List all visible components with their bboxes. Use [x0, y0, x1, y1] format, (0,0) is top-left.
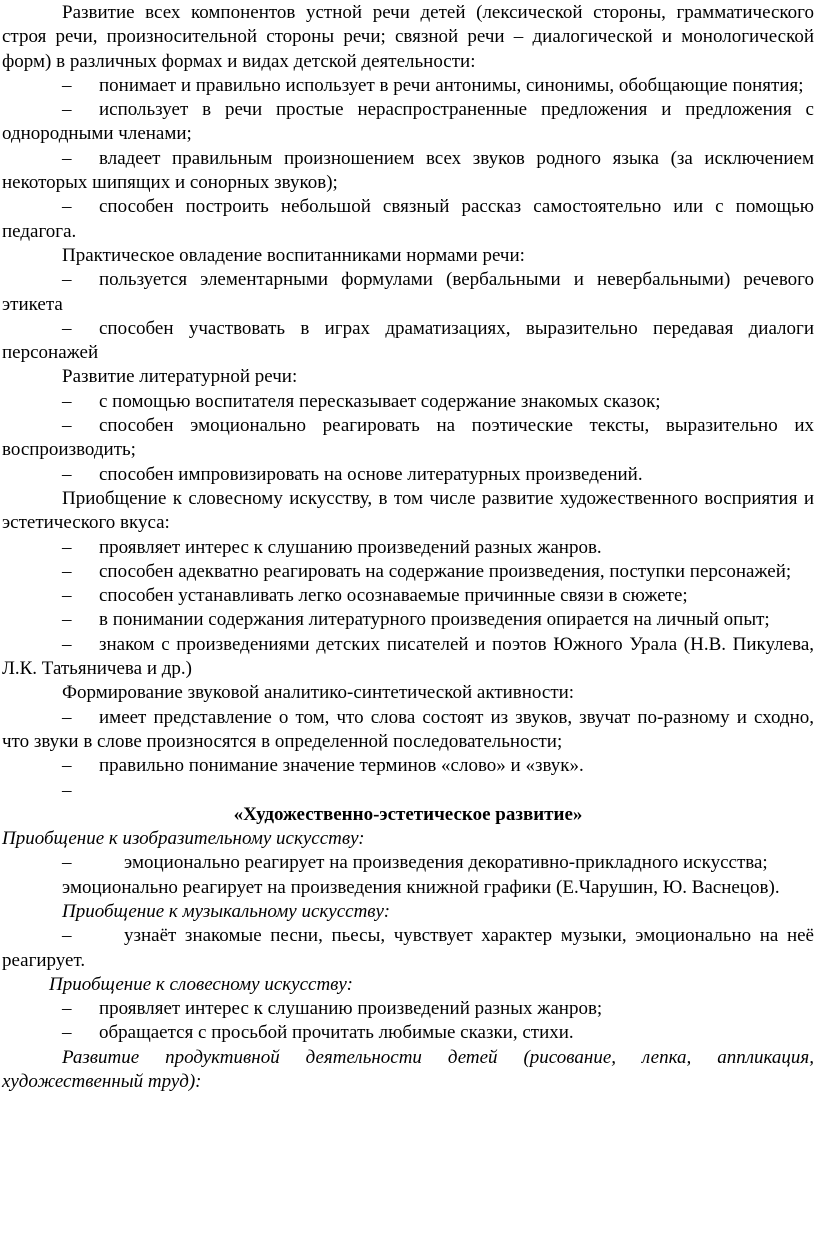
paragraph-text: способен построить небольшой связный рассказ самостоятельно или с помощью педагога. [2, 196, 814, 242]
list-item [2, 414, 814, 463]
list-item [2, 706, 814, 755]
paragraph-text: в понимании содержания литературного произведения опирается на личный опыт; [99, 609, 770, 631]
list-item [2, 74, 814, 98]
dash-bullet: – [62, 147, 72, 169]
dash-bullet: – [62, 706, 72, 728]
paragraph-text: способен эмоционально реагировать на поэтические тексты, выразительно их воспроизводить; [2, 415, 814, 461]
dash-bullet: – [62, 196, 72, 218]
list-item [2, 1021, 814, 1045]
paragraph-text: способен импровизировать на основе литературных произведений. [99, 463, 643, 485]
paragraph-text: обращается с просьбой прочитать любимые сказки, стихи. [99, 1022, 574, 1044]
list-item [2, 633, 814, 682]
paragraph-text: правильно понимание значение терминов «слово» и «звук». [99, 755, 584, 777]
paragraph-text: Приобщение к словесному искусству, в том числе развитие художественного восприятия и эстетического вкуса: [2, 487, 814, 534]
paragraph-text: Приобщение к словесному искусству: [49, 973, 353, 995]
paragraph-text: способен участвовать в играх драматизациях, выразительно передавая диалоги персонажей [2, 317, 814, 364]
paragraph-text: понимает и правильно использует в речи антонимы, синонимы, обобщающие понятия; [99, 74, 804, 96]
dash-bullet: – [62, 633, 72, 655]
paragraph-text: эмоционально реагирует на произведения книжной графики (Е.Чарушин, Ю. Васнецов). [62, 876, 780, 898]
dash-bullet: – [62, 463, 72, 485]
paragraph-text: имеет представление о том, что слова состоят из звуков, звучат по-разному и сходно, что звуки в слове произносятся в определенной последовательности; [2, 706, 814, 752]
paragraph-text: проявляет интерес к слушанию произведений разных жанров. [99, 536, 602, 558]
dash-bullet: – [62, 852, 72, 874]
paragraph-text: Формирование звуковой аналитико-синтетической активности: [62, 682, 575, 704]
paragraph-text: способен устанавливать легко осознаваемые причинные связи в сюжете; [99, 585, 688, 607]
dash-bullet: – [62, 317, 72, 339]
paragraph-text: использует в речи простые нераспространенные предложения и предложения с однородными членами; [2, 99, 814, 145]
dash-bullet: – [62, 609, 72, 631]
paragraph-text: Развитие литературной речи: [62, 366, 298, 388]
paragraph-text: пользуется элементарными формулами (вербальными и невербальными) речевого этикета [2, 269, 814, 315]
dash-bullet: – [62, 269, 72, 291]
list-item [2, 584, 814, 608]
paragraph [2, 876, 814, 900]
list-item [2, 754, 814, 778]
list-item [2, 924, 814, 973]
dash-bullet: – [62, 390, 72, 412]
paragraph-text: способен адекватно реагировать на содержание произведения, поступки персонажей; [99, 560, 792, 582]
list-item [2, 195, 814, 244]
dash-bullet: – [62, 779, 72, 801]
dash-bullet: – [62, 415, 72, 437]
list-item [2, 317, 814, 366]
list-item [2, 997, 814, 1021]
list-item [2, 608, 814, 632]
list-item [2, 560, 814, 584]
list-item [2, 268, 814, 317]
list-item [2, 98, 814, 147]
dash-bullet: – [62, 536, 72, 558]
paragraph-text: «Художественно-эстетическое развитие» [233, 803, 583, 825]
paragraph-text: с помощью воспитателя пересказывает содержание знакомых сказок; [99, 390, 661, 412]
dash-bullet: – [62, 1022, 72, 1044]
paragraph-text: знаком с произведениями детских писателей и поэтов Южного Урала (Н.В. Пикулева, Л.К. Татьяничева и др.) [2, 633, 814, 680]
dash-bullet: – [62, 74, 72, 96]
paragraph-text: Развитие продуктивной деятельности детей (рисование, лепка, аппликация, художественный труд): [2, 1046, 814, 1093]
section-heading [2, 803, 814, 827]
list-item [2, 536, 814, 560]
paragraph [2, 1, 814, 74]
list-item [2, 779, 814, 803]
paragraph-text: Приобщение к изобразительному искусству: [2, 828, 365, 850]
paragraph [2, 365, 814, 389]
paragraph [2, 487, 814, 536]
dash-bullet: – [62, 925, 72, 947]
paragraph-text: узнаёт знакомые песни, пьесы, чувствует характер музыки, эмоционально на неё реагирует. [2, 925, 814, 971]
paragraph-text: Развитие всех компонентов устной речи детей (лексической стороны, грамматического строя речи, произносительной стороны речи; связной речи – диалогической и монологической форм) в различных формах и видах детской деятельности: [2, 2, 814, 72]
subsection-title [2, 1046, 814, 1095]
dash-bullet: – [62, 560, 72, 582]
dash-bullet: – [62, 998, 72, 1020]
list-item [2, 390, 814, 414]
subsection-title [2, 900, 814, 924]
paragraph-text: эмоционально реагирует на произведения декоративно-прикладного искусства; [124, 852, 768, 874]
paragraph-text: проявляет интерес к слушанию произведений разных жанров; [99, 998, 603, 1020]
paragraph-text: Практическое овладение воспитанниками нормами речи: [62, 244, 525, 266]
dash-bullet: – [62, 99, 72, 121]
list-item [2, 851, 814, 875]
list-item [2, 463, 814, 487]
dash-bullet: – [62, 585, 72, 607]
subsection-title [2, 827, 814, 851]
paragraph [2, 681, 814, 705]
subsection-title [2, 973, 814, 997]
document-page [2, 1, 814, 1094]
dash-bullet: – [62, 755, 72, 777]
paragraph [2, 244, 814, 268]
list-item [2, 147, 814, 196]
paragraph-text: Приобщение к музыкальному искусству: [62, 900, 391, 922]
paragraph-text: владеет правильным произношением всех звуков родного языка (за исключением некоторых шипящих и сонорных звуков); [2, 147, 814, 194]
